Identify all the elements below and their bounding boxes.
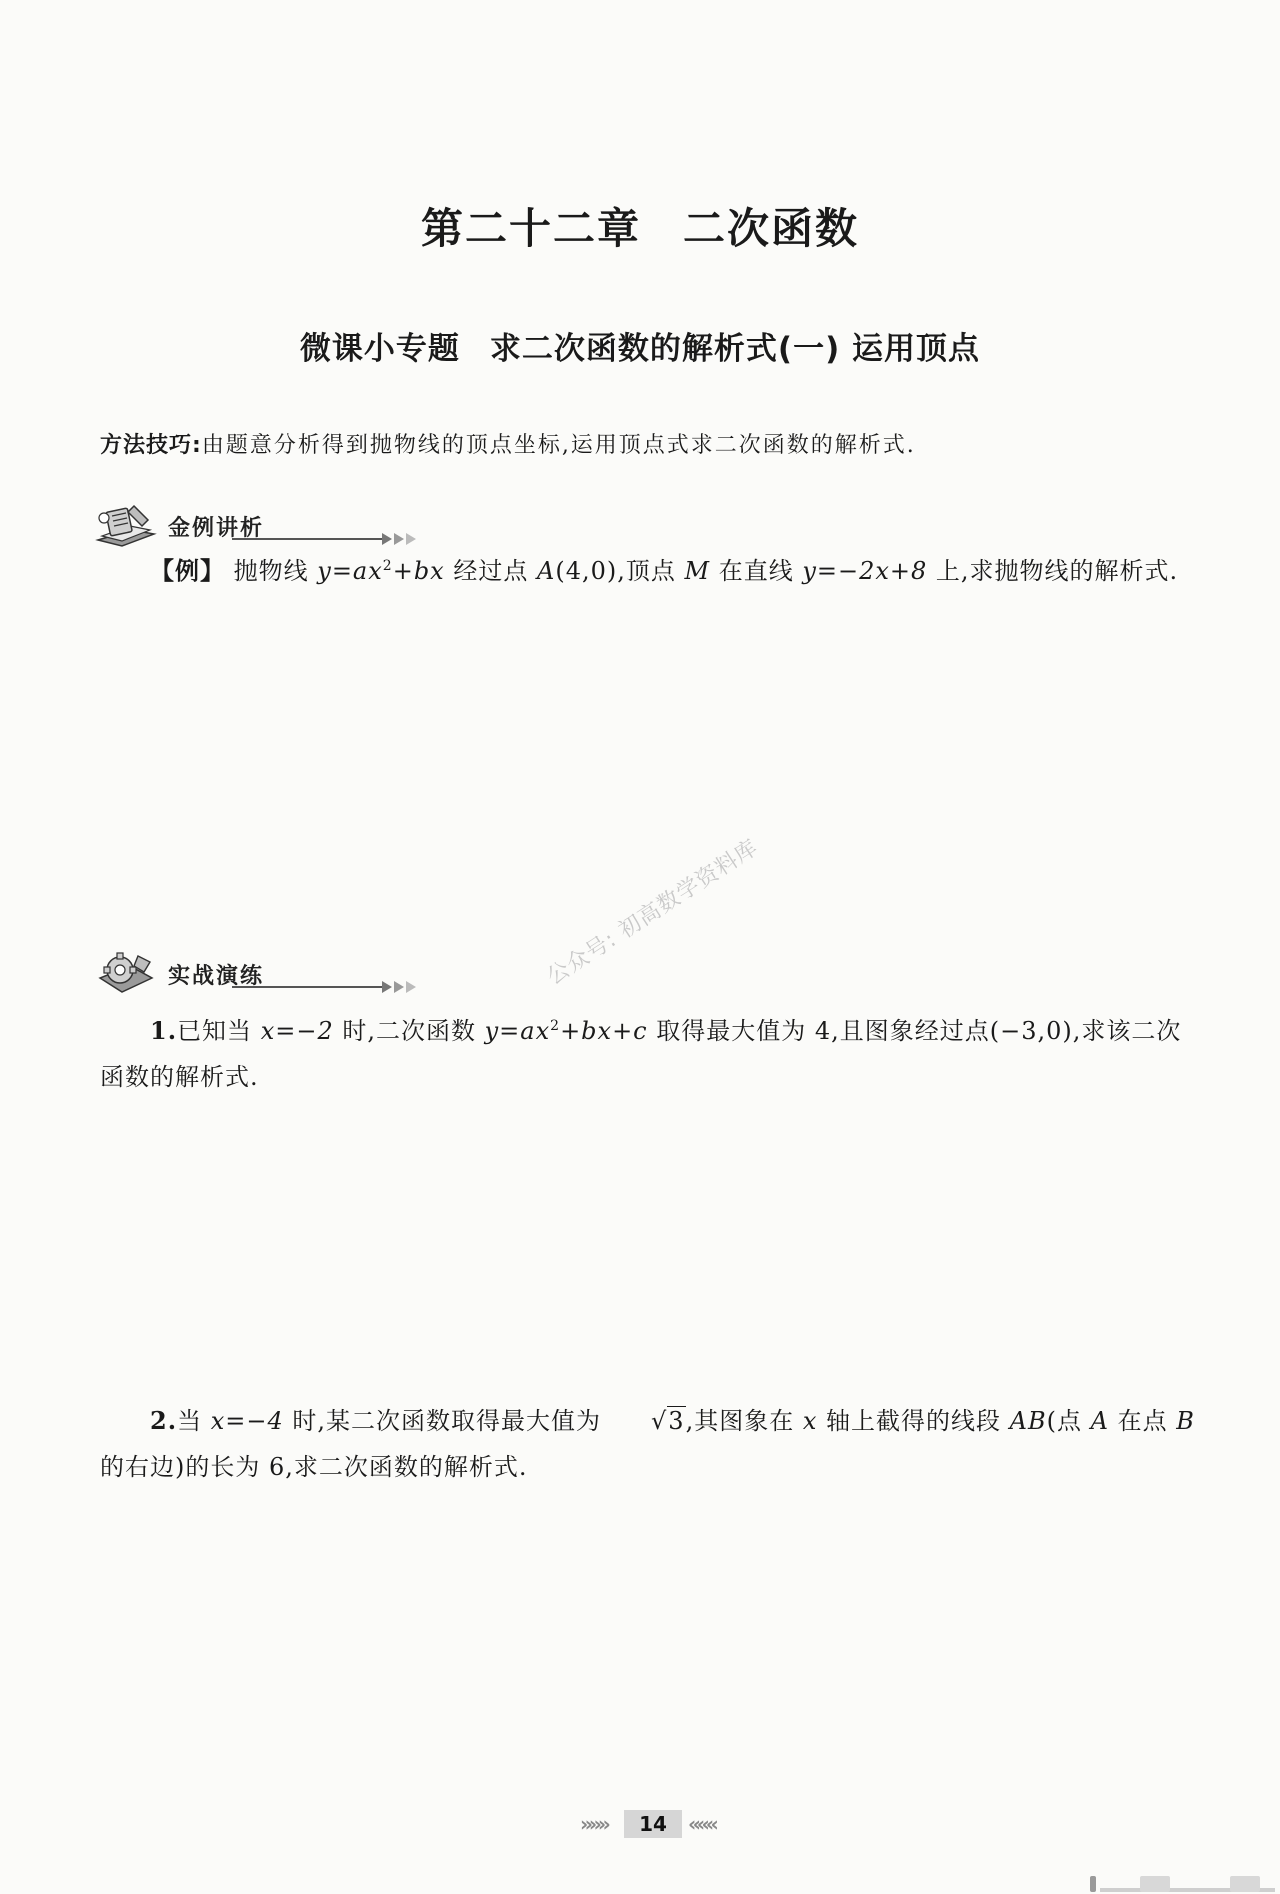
practice-question-2: [100, 1398, 1205, 1490]
section-head-practice: [92, 948, 332, 998]
sqrt-radicand: 3: [668, 1407, 685, 1435]
example-tag: 【例】: [150, 557, 225, 585]
practice-question-1: [100, 1008, 1205, 1100]
puzzle-gear-icon: [92, 948, 162, 998]
example-text: 上,求抛物线的解析式.: [927, 557, 1179, 585]
question-text: 取得最大值为 4,且图象经过点(−3,0),求该二次函数的解析式.: [100, 1017, 1182, 1091]
scrollbar[interactable]: [1080, 1872, 1280, 1894]
exponent: 2: [382, 558, 393, 574]
arrow-decoration-icon: [232, 978, 422, 994]
example-text: 在直线: [710, 557, 803, 585]
segment-label: AB: [1009, 1407, 1047, 1435]
question-text: 轴上截得的线段: [817, 1407, 1010, 1435]
sqrt-symbol: √: [651, 1407, 668, 1435]
example-text: (4,0),顶点: [555, 557, 685, 585]
double-chevron-right-icon: »»»: [580, 1812, 607, 1836]
chapter-title-number: 第二十二章: [420, 204, 641, 253]
question-text: (点: [1046, 1407, 1091, 1435]
chapter-title-name: 二次函数: [683, 204, 860, 253]
page-number-value: 14: [624, 1810, 682, 1838]
point-label: A: [536, 557, 556, 585]
line-equation: y=−2x+8: [802, 557, 928, 585]
section-head-example: [92, 500, 332, 550]
question-equation: y=ax: [484, 1017, 551, 1045]
question-text: 的右边)的长为 6,求二次函数的解析式.: [100, 1453, 528, 1481]
exponent: 2: [550, 1018, 561, 1034]
book-icon: [92, 500, 162, 550]
subtitle-topic: 求二次函数的解析式(一) 运用顶点: [489, 331, 981, 367]
scrollbar-handle[interactable]: [1230, 1876, 1260, 1892]
variable-label: x: [802, 1407, 818, 1435]
scrollbar-handle[interactable]: [1140, 1876, 1170, 1892]
question-number: 1.: [150, 1016, 178, 1045]
sqrt-expression: [601, 1398, 686, 1444]
double-chevron-left-icon: «««: [688, 1812, 715, 1836]
point-label: M: [684, 557, 711, 585]
section-subtitle: [0, 323, 1280, 368]
example-text: 经过点: [444, 557, 537, 585]
question-number: 2.: [150, 1406, 178, 1435]
watermark: 公众号: 初高数学资料库: [542, 834, 763, 991]
point-label: B: [1176, 1407, 1195, 1435]
section-head-practice-label: 实战演练: [168, 964, 265, 989]
example-equation: y=ax: [317, 557, 383, 585]
method-tips-label: 方法技巧:: [100, 433, 202, 458]
point-label: A: [1090, 1407, 1109, 1435]
question-equation: x=−4: [210, 1407, 284, 1435]
question-text: 当: [177, 1407, 211, 1435]
example-problem: [100, 548, 1205, 594]
example-equation: +bx: [392, 557, 445, 585]
arrow-decoration-icon: [232, 530, 422, 546]
question-text: 时,二次函数: [333, 1017, 485, 1045]
method-tips: [100, 428, 916, 459]
question-equation: x=−2: [260, 1017, 334, 1045]
question-text: 在点: [1108, 1407, 1177, 1435]
question-text: 已知当: [177, 1017, 261, 1045]
method-tips-text: 由题意分析得到抛物线的顶点坐标,运用顶点式求二次函数的解析式.: [201, 433, 916, 458]
page-number: [580, 1808, 730, 1840]
question-text: 时,某二次函数取得最大值为: [283, 1407, 601, 1435]
question-text: ,其图象在: [685, 1407, 803, 1435]
question-equation: +bx+c: [560, 1017, 648, 1045]
section-head-example-label: 金例讲析: [168, 516, 265, 541]
subtitle-series: 微课小专题: [299, 331, 460, 367]
scrollbar-thumb[interactable]: [1090, 1876, 1096, 1892]
example-text: 抛物线: [225, 557, 318, 585]
chapter-title: [0, 196, 1280, 256]
